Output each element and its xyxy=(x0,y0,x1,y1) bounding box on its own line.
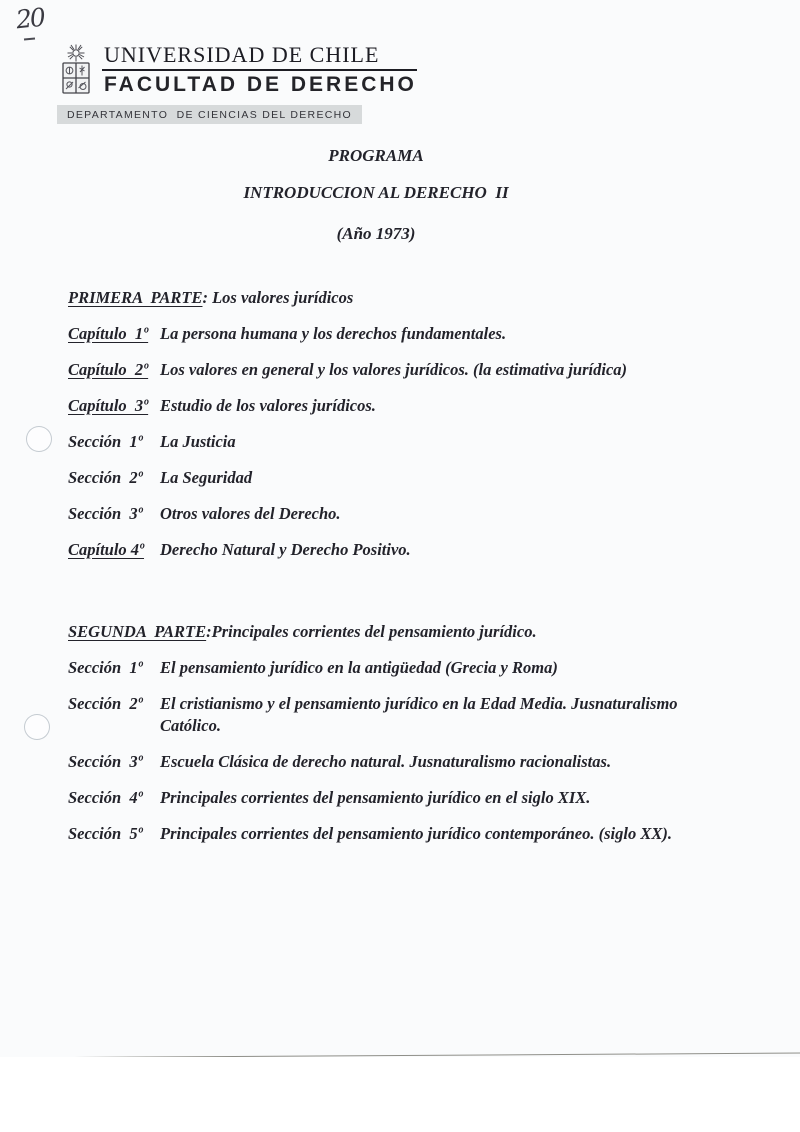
faculty-name: FACULTAD DE DERECHO xyxy=(104,73,417,96)
title-year: (Año 1973) xyxy=(336,224,416,243)
part1-item-row xyxy=(68,359,758,381)
part2-item-row xyxy=(68,657,758,679)
part1-heading-text: : Los valores jurídicos xyxy=(202,288,354,307)
handwritten-page-number: 20 xyxy=(14,2,46,35)
part2-item-row xyxy=(68,823,758,845)
department-banner: DEPARTAMENTO DE CIENCIAS DEL DERECHO xyxy=(57,105,362,124)
part1-item-row xyxy=(68,467,758,489)
item-text: Principales corrientes del pensamiento jurídico en el siglo XIX. xyxy=(160,788,591,807)
item-label: Capítulo 1º xyxy=(68,324,149,343)
university-of-chile-crest-icon xyxy=(56,44,96,106)
part1-heading xyxy=(68,287,758,309)
item-text: Los valores en general y los valores jurídicos. (la estimativa jurídica) xyxy=(160,360,628,379)
part1-item-row xyxy=(68,323,758,345)
item-text: La persona humana y los derechos fundamentales. xyxy=(160,324,507,343)
item-label: Sección 1º xyxy=(68,658,143,677)
part2-item-row xyxy=(68,787,758,809)
title-programa: PROGRAMA xyxy=(328,146,424,165)
item-label: Sección 3º xyxy=(68,752,143,771)
part2-heading-text: :Principales corrientes del pensamiento jurídico. xyxy=(206,622,537,641)
item-label: Sección 3º xyxy=(68,504,143,523)
item-text: Escuela Clásica de derecho natural. Jusnaturalismo racionalistas. xyxy=(160,752,612,771)
title-course-name: INTRODUCCION AL DERECHO II xyxy=(243,183,509,202)
syllabus-body xyxy=(68,287,758,859)
item-text: La Justicia xyxy=(160,432,236,451)
part1-item-row xyxy=(68,395,758,417)
part2-item-row xyxy=(68,751,758,773)
document-title-block xyxy=(0,146,752,244)
part2-heading-label: SEGUNDA PARTE xyxy=(68,622,207,641)
item-text: Derecho Natural y Derecho Positivo. xyxy=(160,540,411,559)
part1-item-row xyxy=(68,431,758,453)
item-label: Capítulo 4º xyxy=(68,540,145,559)
item-label: Capítulo 2º xyxy=(68,360,149,379)
handwritten-underline xyxy=(24,38,35,41)
scanner-background xyxy=(0,1057,800,1132)
item-label: Sección 2º xyxy=(68,468,143,487)
item-text: El cristianismo y el pensamiento jurídico en la Edad Media. Jusnaturalismo Católico. xyxy=(160,694,678,735)
punch-hole-shadow xyxy=(26,426,52,452)
part2-heading xyxy=(68,621,758,643)
item-label: Sección 5º xyxy=(68,824,143,843)
item-label: Capítulo 3º xyxy=(68,396,149,415)
part2-item-row xyxy=(68,693,758,737)
item-label: Sección 2º xyxy=(68,694,143,713)
part1-heading-label: PRIMERA PARTE xyxy=(68,288,203,307)
item-text: El pensamiento jurídico en la antigüedad (Grecia y Roma) xyxy=(160,658,558,677)
item-text: Estudio de los valores jurídicos. xyxy=(160,396,376,415)
item-text: La Seguridad xyxy=(160,468,253,487)
university-header xyxy=(56,42,417,106)
part1-item-row xyxy=(68,503,758,525)
university-name: UNIVERSIDAD DE CHILE xyxy=(102,42,417,71)
part1-item-row xyxy=(68,539,758,561)
item-text: Otros valores del Derecho. xyxy=(160,504,341,523)
item-label: Sección 4º xyxy=(68,788,143,807)
item-label: Sección 1º xyxy=(68,432,143,451)
punch-hole-shadow xyxy=(24,714,50,740)
item-text: Principales corrientes del pensamiento jurídico contemporáneo. (siglo XX). xyxy=(160,824,672,843)
